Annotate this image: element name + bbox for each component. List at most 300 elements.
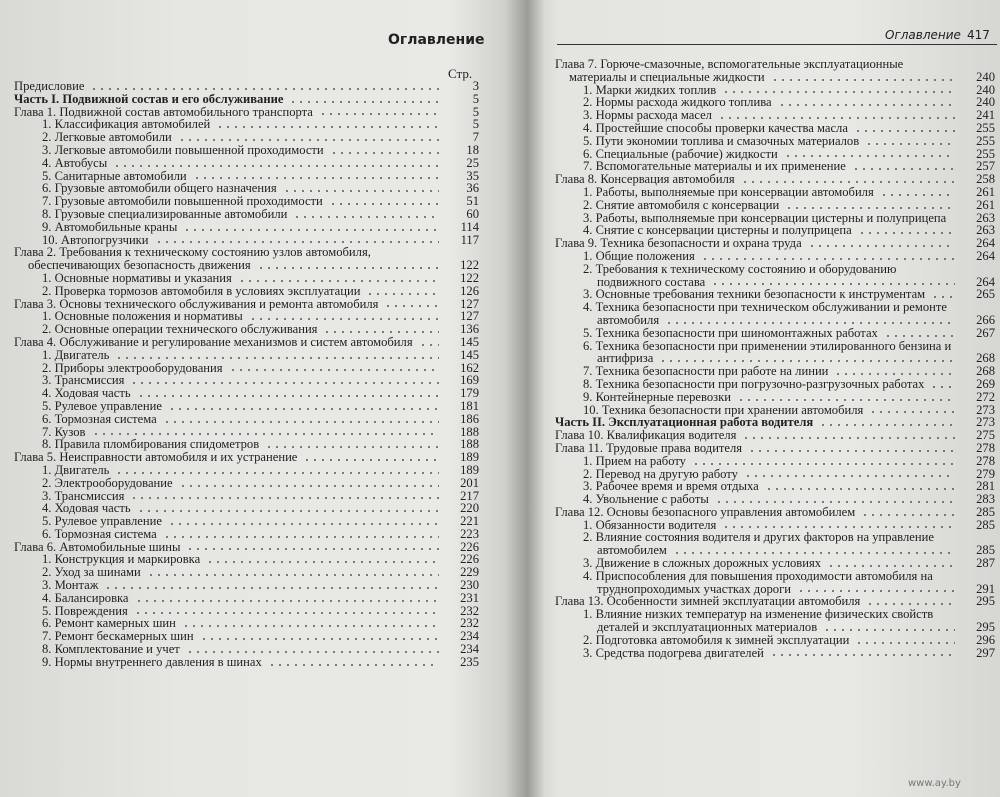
toc-entry-page: 181 — [460, 398, 479, 413]
toc-entry-title: Часть I. Подвижной состав и его обслуживание — [14, 91, 284, 106]
toc-entry-title: 3. Легковые автомобили повышенной проходимости — [42, 142, 324, 157]
toc-dot-leader — [722, 91, 955, 93]
toc-entry-title: 1. Конструкция и маркировка — [42, 552, 201, 567]
toc-dot-leader — [257, 267, 439, 269]
toc-dot-leader — [722, 526, 955, 528]
toc-entry-title: 1. Основные нормативы и указания — [42, 270, 232, 285]
toc-entry-page: 60 — [466, 206, 479, 221]
toc-entry-page: 255 — [976, 133, 995, 148]
toc-entry-title: 1. Основные положения и нормативы — [42, 309, 243, 324]
toc-dot-leader — [869, 411, 955, 413]
toc-entry-page: 231 — [460, 590, 479, 605]
toc-dot-leader — [283, 190, 439, 192]
toc-entry-page: 235 — [460, 654, 479, 669]
toc-entry — [555, 429, 995, 442]
toc-entry-page: 255 — [976, 146, 995, 161]
toc-entry-page: 114 — [460, 219, 479, 234]
toc-entry-title: 8. Грузовые специализированные автомобили — [42, 206, 288, 221]
toc-entry-page: 234 — [460, 629, 479, 644]
toc-entry-page: 36 — [466, 181, 479, 196]
toc-entry-page: 145 — [460, 347, 479, 362]
toc-entry-page: 240 — [976, 69, 995, 84]
toc-entry-title: 3. Работы, выполняемые при консервации цистерны и полуприцепа — [583, 210, 947, 225]
toc-dot-leader — [289, 101, 439, 103]
toc-dot-leader — [858, 232, 955, 234]
toc-dot-leader — [884, 335, 955, 337]
toc-dot-leader — [265, 446, 439, 448]
toc-dot-leader — [238, 280, 439, 282]
toc-entry — [555, 58, 995, 84]
toc-entry-page: 179 — [460, 386, 479, 401]
toc-entry-page: 295 — [976, 594, 995, 609]
toc-dot-leader — [323, 331, 439, 333]
toc-entry-title: 3. Рабочее время и время отдыха — [583, 479, 759, 494]
toc-entry — [14, 221, 479, 234]
toc-entry — [14, 80, 479, 93]
toc-entry — [14, 93, 479, 106]
toc-dot-leader — [186, 548, 439, 550]
toc-dot-leader — [737, 399, 955, 401]
toc-dot-leader — [865, 143, 955, 145]
toc-entry-page: 232 — [460, 603, 479, 618]
toc-entry-title: 2. Проверка тормозов автомобиля в условиях эксплуатации — [42, 283, 361, 298]
toc-entry — [14, 579, 479, 592]
toc-entry-title: 5. Техника безопасности при шиномонтажных работах — [583, 325, 878, 340]
toc-entry — [555, 135, 995, 148]
toc-dot-leader — [182, 625, 439, 627]
toc-dot-leader — [952, 219, 955, 221]
toc-entry-title: 1. Общие положения — [583, 248, 695, 263]
toc-dot-leader — [330, 152, 439, 154]
toc-entry-title: 7. Кузов — [42, 424, 86, 439]
toc-entry — [14, 643, 479, 656]
toc-dot-leader — [866, 603, 955, 605]
toc-entry — [555, 608, 995, 634]
toc-entry-title: Предисловие — [14, 79, 85, 93]
toc-entry-title: 4. Ходовая часть — [42, 501, 131, 516]
toc-entry — [555, 250, 995, 263]
toc-entry-page: 201 — [460, 475, 479, 490]
toc-dot-leader — [771, 79, 955, 81]
toc-dot-leader — [163, 536, 439, 538]
toc-dot-leader — [701, 258, 955, 260]
toc-entry-title: 5. Рулевое управление — [42, 514, 162, 529]
toc-entry-page: 255 — [976, 120, 995, 135]
toc-dot-leader — [104, 587, 439, 589]
toc-entry — [14, 656, 479, 669]
toc-entry-page: 268 — [976, 364, 995, 379]
right-page — [545, 0, 1000, 797]
toc-entry-title: 2. Снятие автомобиля с консервации — [583, 197, 780, 212]
toc-entry-page: 264 — [976, 248, 995, 263]
toc-entry-title: 1. Прием на работу — [583, 453, 686, 468]
toc-entry-page: 145 — [460, 334, 479, 349]
toc-dot-leader — [797, 590, 955, 592]
toc-entry — [555, 122, 995, 135]
toc-dot-leader — [930, 386, 955, 388]
toc-entry-page: 278 — [976, 440, 995, 455]
toc-entry-page: 283 — [976, 492, 995, 507]
toc-dot-leader — [293, 216, 439, 218]
toc-list-left — [14, 80, 479, 669]
toc-dot-leader — [861, 514, 955, 516]
toc-entry-title: Глава 8. Консервация автомобиля — [555, 172, 735, 187]
toc-entry — [555, 391, 995, 404]
toc-entry-title: 4. Ходовая часть — [42, 386, 131, 401]
toc-entry-title: 5. Санитарные автомобили — [42, 168, 187, 183]
toc-dot-leader — [834, 373, 955, 375]
toc-entry-page: 281 — [976, 479, 995, 494]
toc-entry — [555, 506, 995, 519]
toc-entry-page: 189 — [460, 450, 479, 465]
toc-entry — [555, 570, 995, 596]
toc-dot-leader — [715, 501, 955, 503]
toc-dot-leader — [741, 181, 955, 183]
toc-entry-title: 2. Приборы электрооборудования — [42, 360, 223, 375]
toc-dot-leader — [137, 395, 439, 397]
toc-dot-leader — [852, 168, 955, 170]
page-number: 417 — [967, 28, 990, 42]
toc-entry-page: 122 — [460, 270, 479, 285]
toc-entry-page: 186 — [460, 411, 479, 426]
toc-entry-page: 287 — [976, 556, 995, 571]
toc-dot-leader — [808, 245, 955, 247]
toc-dot-leader — [113, 165, 439, 167]
toc-entry-title: 7. Техника безопасности при работе на линии — [583, 364, 829, 379]
toc-entry-page: 265 — [976, 287, 995, 302]
toc-entry-page: 275 — [976, 428, 995, 443]
toc-entry-title: Глава 7. Горюче-смазочные, вспомогательные эксплуатационные материалы и специальные жидкости — [555, 57, 904, 84]
toc-entry-title: Глава 11. Трудовые права водителя — [555, 440, 743, 455]
toc-dot-leader — [178, 139, 439, 141]
toc-dot-leader — [329, 203, 439, 205]
toc-entry-title: 10. Автопогрузчики — [42, 232, 149, 247]
toc-entry-title: Глава 13. Особенности зимней эксплуатации автомобиля — [555, 594, 861, 609]
toc-entry-title: 6. Тормозная система — [42, 411, 157, 426]
toc-entry-title: Глава 2. Требования к техническому состоянию узлов автомобиля, обеспечивающих безопасность движения — [14, 245, 371, 273]
toc-entry — [14, 157, 479, 170]
toc-dot-leader — [855, 642, 955, 644]
toc-entry-page: 261 — [976, 197, 995, 212]
toc-dot-leader — [384, 305, 439, 307]
toc-entry-page: 126 — [460, 283, 479, 298]
toc-entry-title: 6. Техника безопасности при применении этилированного бензина и антифриза — [583, 338, 952, 366]
toc-entry-title: Глава 5. Неисправности автомобиля и их устранение — [14, 450, 298, 465]
toc-entry-page: 5 — [472, 91, 479, 106]
toc-dot-leader — [366, 293, 439, 295]
toc-entry — [555, 647, 995, 660]
toc-entry — [555, 340, 995, 366]
toc-entry-title: 4. Приспособления для повышения проходимости автомобиля на труднопроходимых участках дороги — [583, 568, 933, 596]
toc-entry-page: 5 — [472, 104, 479, 119]
toc-dot-leader — [819, 424, 955, 426]
toc-dot-leader — [92, 433, 440, 435]
toc-entry-page: 7 — [472, 130, 479, 145]
toc-dot-leader — [744, 475, 955, 477]
toc-dot-leader — [193, 177, 439, 179]
toc-dot-leader — [130, 497, 439, 499]
toc-entry-title: 1. Обязанности водителя — [583, 517, 717, 532]
toc-entry-page: 226 — [460, 552, 479, 567]
toc-entry — [14, 349, 479, 362]
toc-entry-title: 2. Влияние состояния водителя и других факторов на управление автомобилем — [583, 530, 934, 558]
toc-entry-page: 136 — [460, 322, 479, 337]
toc-entry-title: 4. Автобусы — [42, 155, 108, 170]
toc-entry-title: 3. Нормы расхода масел — [583, 108, 712, 123]
book-gutter — [505, 0, 545, 797]
toc-entry-title: 7. Вспомогательные материалы и их применение — [583, 159, 846, 174]
toc-entry-title: 7. Ремонт бескамерных шин — [42, 629, 194, 644]
toc-entry-title: 8. Техника безопасности при погрузочно-разгрузочных работах — [583, 376, 925, 391]
toc-entry-page: 229 — [460, 565, 479, 580]
toc-entry — [14, 272, 479, 285]
toc-entry — [555, 199, 995, 212]
toc-entry-title: 5. Пути экономии топлива и смазочных материалов — [583, 133, 860, 148]
toc-entry-title: 7. Грузовые автомобили повышенной проходимости — [42, 194, 323, 209]
toc-entry — [555, 301, 995, 327]
toc-entry-page: 257 — [976, 159, 995, 174]
toc-entry-title: Глава 9. Техника безопасности и охрана труда — [555, 236, 802, 251]
toc-entry — [555, 455, 995, 468]
toc-entry-title: 3. Трансмиссия — [42, 488, 125, 503]
toc-entry-title: 9. Нормы внутреннего давления в шинах — [42, 654, 262, 669]
toc-dot-leader — [163, 421, 439, 423]
toc-entry-page: 223 — [460, 526, 479, 541]
toc-entry-page: 127 — [460, 296, 479, 311]
toc-dot-leader — [854, 130, 955, 132]
toc-dot-leader — [770, 654, 955, 656]
toc-dot-leader — [216, 126, 439, 128]
toc-entry-page: 240 — [976, 95, 995, 110]
toc-dot-leader — [303, 459, 439, 461]
toc-entry-title: Глава 12. Основы безопасного управления автомобилем — [555, 504, 856, 519]
toc-entry — [555, 327, 995, 340]
toc-entry — [14, 413, 479, 426]
toc-entry-page: 279 — [976, 466, 995, 481]
toc-entry-title: 4. Простейшие способы проверки качества масла — [583, 120, 848, 135]
toc-entry-title: 3. Монтаж — [42, 578, 99, 593]
toc-entry-title: 10. Техника безопасности при хранении автомобиля — [583, 402, 864, 417]
toc-entry — [14, 464, 479, 477]
toc-entry — [555, 634, 995, 647]
toc-entry-title: 9. Автомобильные краны — [42, 219, 178, 234]
toc-entry-page: 273 — [976, 415, 995, 430]
toc-entry-title: 4. Увольнение с работы — [583, 492, 709, 507]
toc-dot-leader — [659, 360, 955, 362]
toc-dot-leader — [147, 574, 439, 576]
toc-entry-title: 4. Техника безопасности при техническом обслуживании и ремонте автомобиля — [583, 300, 947, 327]
toc-dot-leader — [319, 113, 439, 115]
running-header — [557, 28, 997, 45]
toc-dot-leader — [268, 664, 439, 666]
toc-entry-title: 1. Работы, выполняемые при консервации автомобиля — [583, 184, 874, 199]
toc-dot-leader — [748, 450, 955, 452]
toc-entry-title: 6. Ремонт камерных шин — [42, 616, 176, 631]
toc-entry-page: 268 — [976, 351, 995, 366]
toc-entry-page: 295 — [976, 620, 995, 635]
toc-dot-leader — [419, 344, 439, 346]
toc-entry-page: 285 — [976, 543, 995, 558]
toc-entry — [14, 336, 479, 349]
toc-dot-leader — [229, 369, 439, 371]
toc-entry-title: 5. Повреждения — [42, 603, 128, 618]
toc-entry-page: 122 — [460, 258, 479, 273]
toc-entry — [14, 515, 479, 528]
toc-entry-page: 162 — [460, 360, 479, 375]
toc-entry-page: 18 — [466, 142, 479, 157]
toc-entry-title: 2. Электрооборудование — [42, 475, 173, 490]
toc-entry-title: 2. Легковые автомобили — [42, 130, 172, 145]
toc-dot-leader — [249, 318, 439, 320]
toc-entry-title: 2. Нормы расхода жидкого топлива — [583, 95, 772, 110]
toc-list-right — [555, 58, 995, 659]
toc-dot-leader — [179, 485, 439, 487]
toc-entry-page: 221 — [460, 514, 479, 529]
toc-dot-leader — [880, 194, 955, 196]
toc-entry-page: 230 — [460, 578, 479, 593]
toc-entry-title: 2. Подготовка автомобиля к зимней эксплуатации — [583, 632, 850, 647]
toc-entry-page: 188 — [460, 424, 479, 439]
toc-entry-title: 1. Классификация автомобилей — [42, 117, 211, 132]
toc-entry-page: 291 — [976, 581, 995, 596]
toc-entry-page: 263 — [976, 210, 995, 225]
toc-entry-title: Глава 4. Обслуживание и регулирование механизмов и систем автомобиля — [14, 334, 413, 349]
toc-entry — [14, 285, 479, 298]
toc-dot-leader — [115, 472, 439, 474]
toc-entry-page: 269 — [976, 376, 995, 391]
toc-entry — [555, 493, 995, 506]
toc-entry-page: 285 — [976, 517, 995, 532]
toc-entry-title: 8. Правила пломбирования спидометров — [42, 437, 260, 452]
toc-entry — [14, 528, 479, 541]
toc-entry-page: 51 — [466, 194, 479, 209]
toc-entry-page: 220 — [460, 501, 479, 516]
toc-dot-leader — [778, 104, 955, 106]
toc-entry-title: 3. Средства подогрева двигателей — [583, 645, 764, 660]
toc-entry-title: 2. Основные операции технического обслуживания — [42, 322, 318, 337]
toc-entry-page: 278 — [976, 453, 995, 468]
toc-entry-title: 4. Балансировка — [42, 590, 129, 605]
toc-entry-page: 5 — [472, 117, 479, 132]
toc-entry-page: 117 — [460, 232, 479, 247]
toc-dot-leader — [183, 229, 439, 231]
toc-entry-page: 240 — [976, 82, 995, 97]
toc-entry-page: 285 — [976, 504, 995, 519]
toc-entry-page: 261 — [976, 184, 995, 199]
toc-dot-leader — [137, 510, 439, 512]
toc-entry-title: 6. Специальные (рабочие) жидкости — [583, 146, 778, 161]
toc-entry-page: 258 — [976, 172, 995, 187]
toc-entry-page: 3 — [472, 79, 479, 93]
page-title: Оглавление — [388, 32, 485, 48]
watermark: www.ay.by — [908, 778, 961, 789]
toc-entry-page: 226 — [460, 539, 479, 554]
toc-dot-leader — [823, 629, 955, 631]
toc-dot-leader — [186, 651, 439, 653]
running-title: Оглавление — [885, 28, 961, 42]
toc-entry-page: 272 — [976, 389, 995, 404]
toc-entry — [14, 451, 479, 464]
toc-entry — [14, 592, 479, 605]
toc-entry — [555, 378, 995, 391]
toc-entry-title: 3. Движение в сложных дорожных условиях — [583, 556, 822, 571]
toc-entry-title: Глава 1. Подвижной состав автомобильного транспорта — [14, 104, 313, 119]
toc-entry-page: 232 — [460, 616, 479, 631]
toc-entry-page: 127 — [460, 309, 479, 324]
toc-entry — [14, 477, 479, 490]
toc-entry-page: 266 — [976, 312, 995, 327]
toc-dot-leader — [115, 357, 439, 359]
toc-entry-page: 188 — [460, 437, 479, 452]
toc-entry-title: 9. Контейнерные перевозки — [583, 389, 732, 404]
toc-entry — [14, 246, 479, 272]
toc-entry-title: 1. Двигатель — [42, 462, 110, 477]
toc-entry-page: 241 — [976, 108, 995, 123]
toc-dot-leader — [200, 638, 439, 640]
toc-entry-page: 25 — [466, 155, 479, 170]
toc-entry-page: 189 — [460, 462, 479, 477]
toc-entry-title: Глава 6. Автомобильные шины — [14, 539, 181, 554]
toc-dot-leader — [168, 523, 439, 525]
toc-entry-title: Глава 3. Основы технического обслуживания и ремонта автомобиля — [14, 296, 379, 311]
toc-entry-page: 35 — [466, 168, 479, 183]
toc-entry-title: 6. Тормозная система — [42, 526, 157, 541]
toc-entry-title: 2. Требования к техническому состоянию и оборудованию подвижного состава — [583, 261, 897, 289]
toc-dot-leader — [134, 612, 439, 614]
toc-dot-leader — [130, 382, 439, 384]
toc-dot-leader — [168, 408, 439, 410]
toc-dot-leader — [206, 561, 439, 563]
toc-dot-leader — [785, 207, 955, 209]
toc-dot-leader — [742, 437, 955, 439]
toc-entry-title: 1. Двигатель — [42, 347, 110, 362]
toc-entry-page: 273 — [976, 402, 995, 417]
toc-entry-title: 4. Снятие с консервации цистерны и полуприцепа — [583, 223, 852, 238]
toc-entry-page: 263 — [976, 223, 995, 238]
toc-dot-leader — [765, 488, 955, 490]
toc-dot-leader — [692, 463, 955, 465]
toc-dot-leader — [718, 117, 955, 119]
toc-entry — [555, 442, 995, 455]
toc-dot-leader — [931, 296, 955, 298]
toc-dot-leader — [784, 155, 955, 157]
toc-entry-page: 297 — [976, 645, 995, 660]
toc-entry — [14, 144, 479, 157]
toc-entry-page: 264 — [976, 274, 995, 289]
toc-entry-page: 296 — [976, 632, 995, 647]
toc-entry-page: 264 — [976, 236, 995, 251]
toc-entry — [555, 557, 995, 570]
toc-dot-leader — [665, 322, 955, 324]
toc-entry — [555, 263, 995, 289]
toc-dot-leader — [135, 600, 439, 602]
toc-entry-page: 234 — [460, 642, 479, 657]
toc-entry — [14, 208, 479, 221]
toc-entry-page: 169 — [460, 373, 479, 388]
toc-dot-leader — [673, 552, 955, 554]
toc-entry-title: 8. Комплектование и учет — [42, 642, 180, 657]
toc-entry-page: 217 — [460, 488, 479, 503]
toc-entry — [555, 531, 995, 557]
toc-entry — [555, 186, 995, 199]
toc-entry-title: 2. Уход за шинами — [42, 565, 141, 580]
toc-entry-title: 6. Грузовые автомобили общего назначения — [42, 181, 277, 196]
toc-entry-title: Часть II. Эксплуатационная работа водителя — [555, 415, 814, 430]
toc-dot-leader — [155, 241, 439, 243]
toc-entry-title: Глава 10. Квалификация водителя — [555, 428, 737, 443]
toc-entry-title: 3. Трансмиссия — [42, 373, 125, 388]
toc-entry — [555, 365, 995, 378]
